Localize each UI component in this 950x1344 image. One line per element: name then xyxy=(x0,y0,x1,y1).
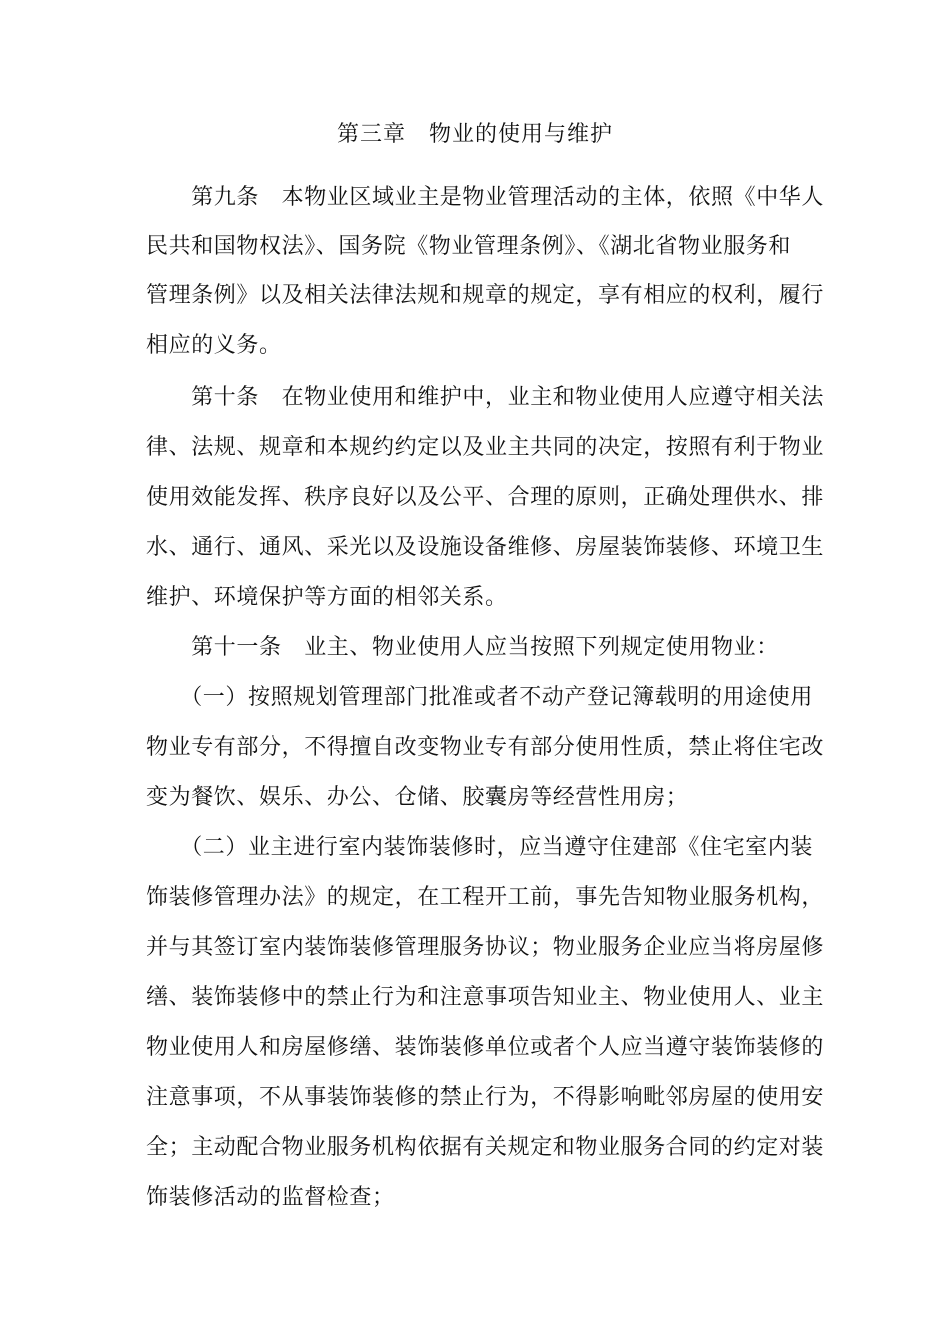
text-line: 并与其签订室内装饰装修管理服务协议；物业服务企业应当将房屋修 xyxy=(146,935,825,960)
text-line: 相应的义务。 xyxy=(146,333,282,358)
text-line: （一）按照规划管理部门批准或者不动产登记簿载明的用途使用 xyxy=(146,685,814,710)
text-line: 物业专有部分，不得擅自改变物业专有部分使用性质，禁止将住宅改 xyxy=(146,735,825,760)
text-line: 管理条例》以及相关法律法规和规章的规定，享有相应的权利，履行 xyxy=(146,283,825,308)
text-line: 第十条 在物业使用和维护中，业主和物业使用人应遵守相关法 xyxy=(146,385,825,410)
text-line: 缮、装饰装修中的禁止行为和注意事项告知业主、物业使用人、业主 xyxy=(146,985,825,1010)
text-line: 第十一条 业主、物业使用人应当按照下列规定使用物业： xyxy=(146,635,779,660)
chapter-title: 第三章 物业的使用与维护 xyxy=(336,122,613,147)
text-line: 饰装修管理办法》的规定，在工程开工前，事先告知物业服务机构， xyxy=(146,885,825,910)
text-line: 水、通行、通风、采光以及设施设备维修、房屋装饰装修、环境卫生 xyxy=(146,535,825,560)
text-line: 注意事项，不从事装饰装修的禁止行为，不得影响毗邻房屋的使用安 xyxy=(146,1085,825,1110)
text-line: 律、法规、规章和本规约约定以及业主共同的决定，按照有利于物业 xyxy=(146,435,825,460)
text-line: 物业使用人和房屋修缮、装饰装修单位或者个人应当遵守装饰装修的 xyxy=(146,1035,825,1060)
text-line: 使用效能发挥、秩序良好以及公平、合理的原则，正确处理供水、排 xyxy=(146,485,825,510)
text-line: 第九条 本物业区域业主是物业管理活动的主体，依照《中华人 xyxy=(146,185,825,210)
text-line: 变为餐饮、娱乐、办公、仓储、胶囊房等经营性用房； xyxy=(146,785,689,810)
text-line: 维护、环境保护等方面的相邻关系。 xyxy=(146,585,508,610)
text-line: 全；主动配合物业服务机构依据有关规定和物业服务合同的约定对装 xyxy=(146,1135,825,1160)
text-line: 民共和国物权法》、国务院《物业管理条例》、《湖北省物业服务和 xyxy=(146,234,792,259)
text-line: （二）业主进行室内装饰装修时，应当遵守住建部《住宅室内装 xyxy=(146,835,814,860)
text-line: 饰装修活动的监督检查； xyxy=(146,1185,395,1210)
